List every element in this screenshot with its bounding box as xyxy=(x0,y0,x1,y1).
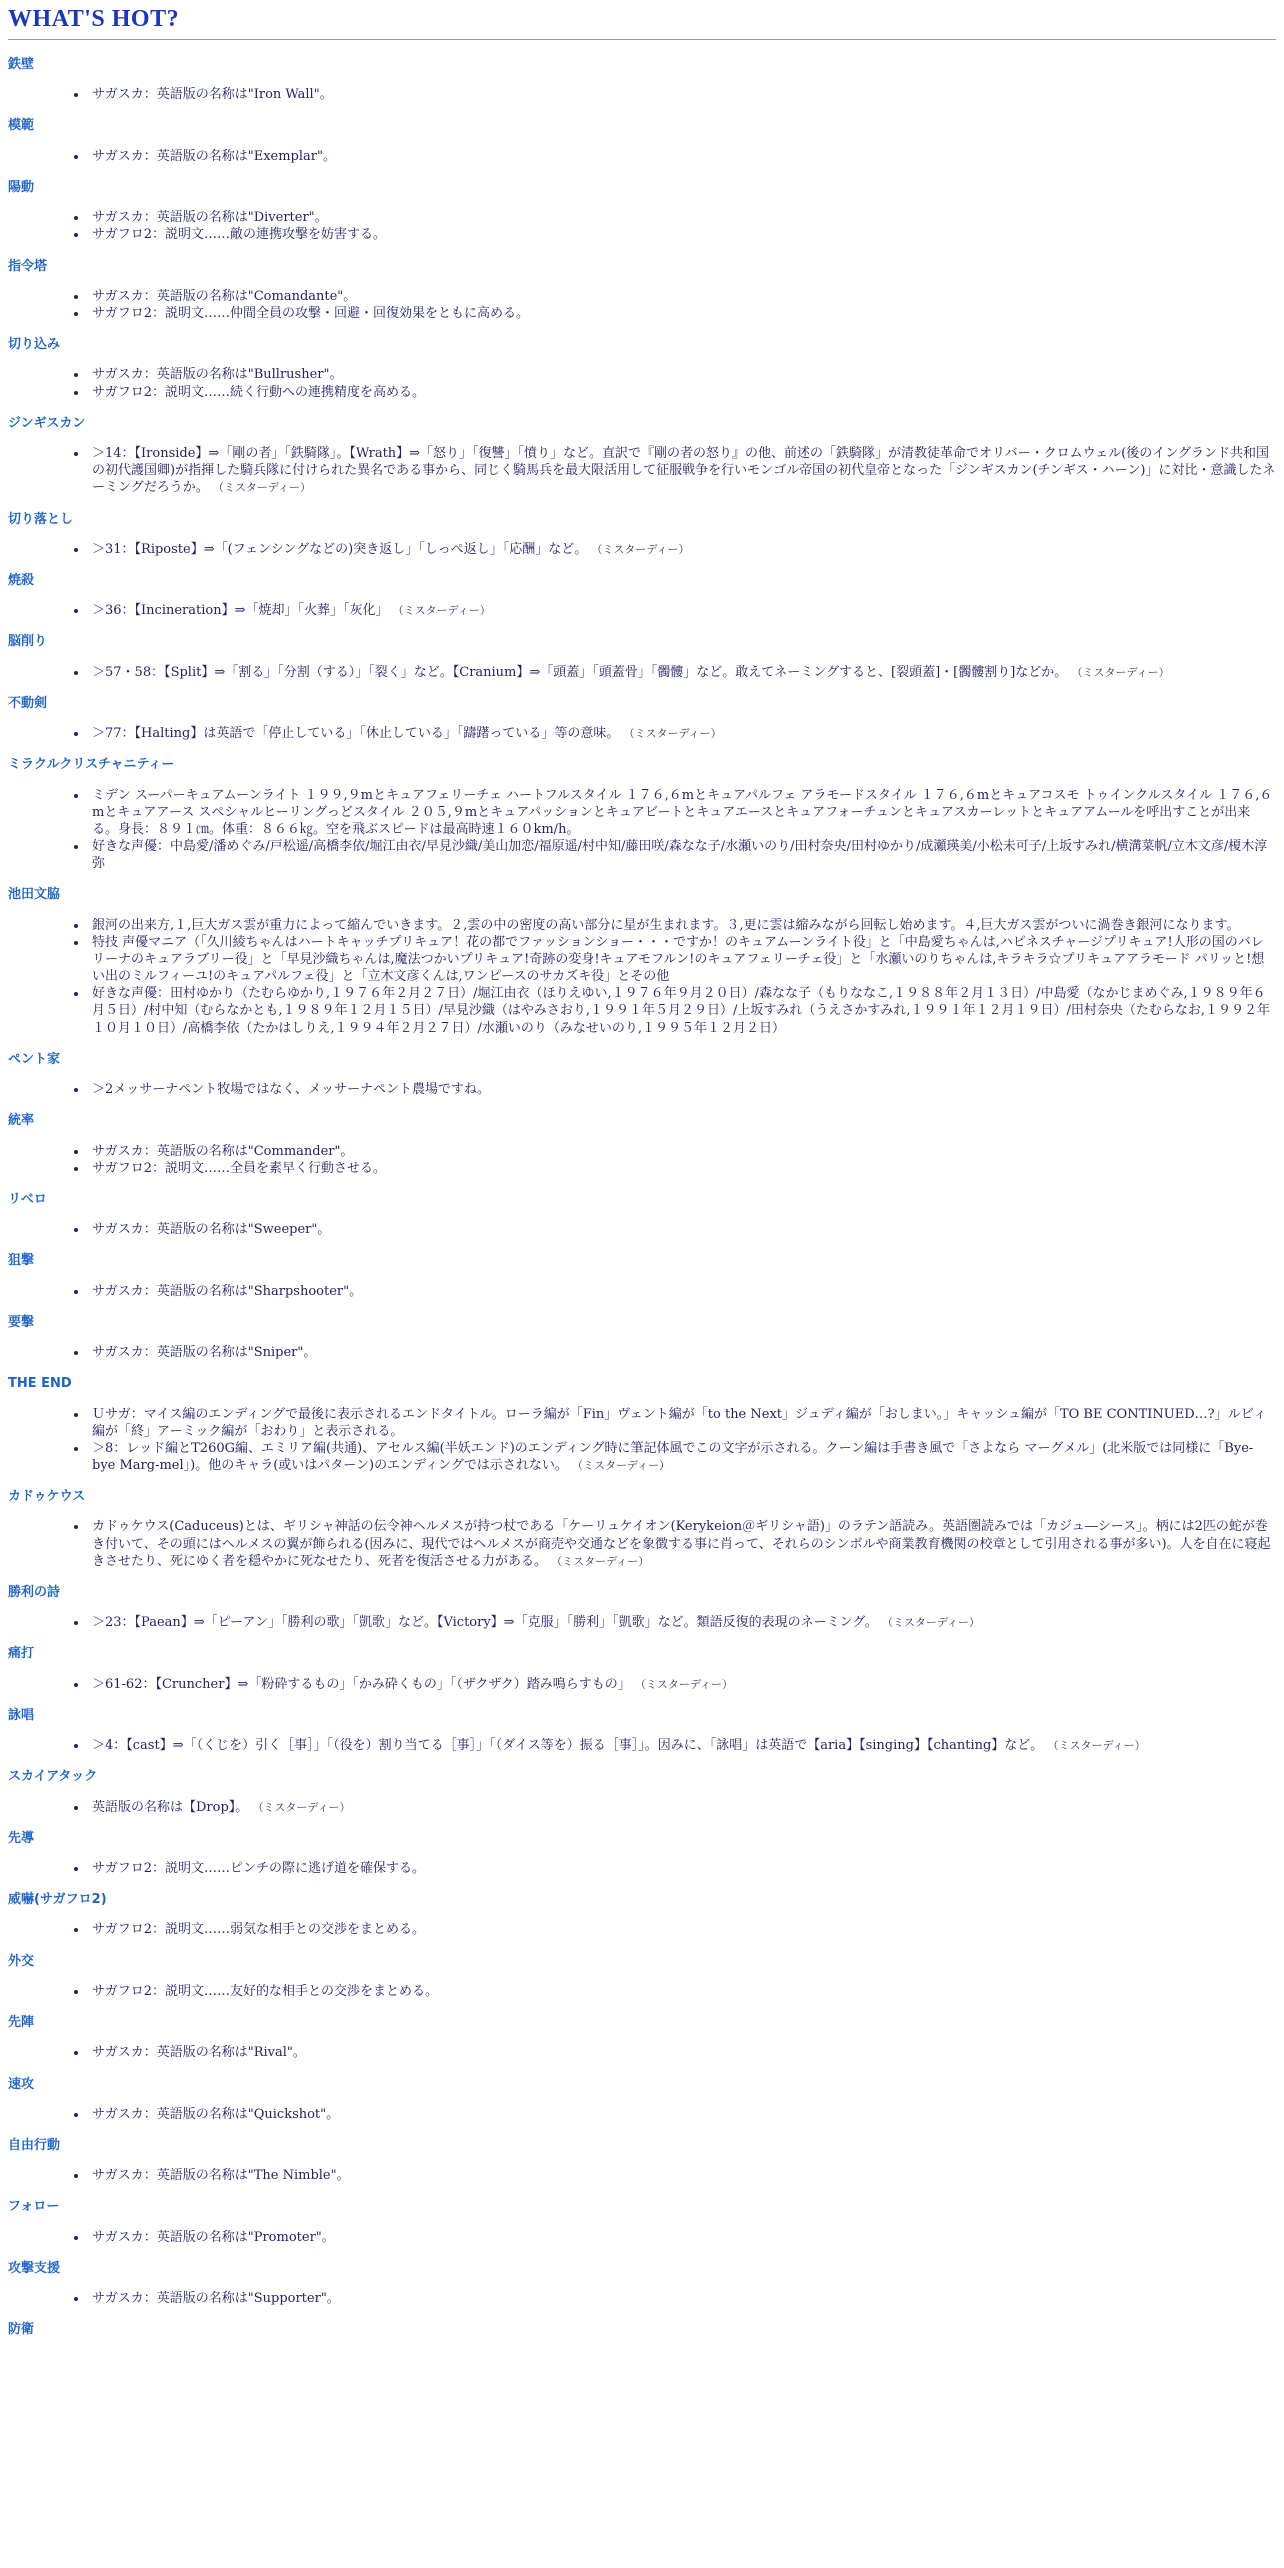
entry-item-text: サガスカ：英語版の名称は"The Nimble"。 xyxy=(92,2168,350,2184)
entry-term-link[interactable]: 統率 xyxy=(8,1113,35,1129)
entry-term-link[interactable]: 指令塔 xyxy=(8,258,48,274)
entry-item xyxy=(88,1921,1276,1938)
entry-item-text: サガフロ2：説明文……全員を素早く行動させる。 xyxy=(92,1160,387,1176)
entry-term-link[interactable]: フォロー xyxy=(8,2199,60,2215)
entry-item xyxy=(88,1614,1276,1631)
entry-item-list xyxy=(8,1221,1276,1238)
entry-item-note: （ミスターディー） xyxy=(634,1677,734,1691)
entry-item-list xyxy=(8,366,1276,400)
entry-item xyxy=(88,2229,1276,2246)
entry-item-list xyxy=(8,1921,1276,1938)
entry-term-link[interactable]: 速攻 xyxy=(8,2076,35,2092)
entry-item-text: 好きな声優：中島愛/潘めぐみ/戸松遥/高橋李依/堀江由衣/早見沙織/美山加恋/福原遥/村中知/藤田咲/森なな子/水瀬いのり/田村奈央/田村ゆかり/成瀬瑛美/小松未可子/上坂すみれ/横溝菜帆/立木文彦/榎木淳弥 xyxy=(92,839,1268,872)
entry-item xyxy=(88,305,1276,322)
entry-item-text: サガスカ：英語版の名称は"Comandante"。 xyxy=(92,288,357,304)
entry-item xyxy=(88,86,1276,103)
entry-item xyxy=(88,226,1276,243)
entry-item-text: 特技 声優マニア（「久川綾ちゃんはハートキャッチプリキュア！花の都でファッションショー・・・ですか！のキュアムーンライト役」と「中島愛ちゃんは,ハピネスチャージプリキュア!人形の国のバレリーナのキュアラブリー役」と「早見沙織ちゃんは,魔法つかいプリキュア!奇跡の変身!キュアモフルン!のキュアフェリーチェ役」と「水瀬いのりちゃんは,キラキラ☆プリキュアアラモード パリッと!想い出のミルフィーユ!のキュアパルフェ役」と「立木文彦くんは,ワンピースのサカズキ役」とその他 xyxy=(92,934,1265,985)
entry-term-link[interactable]: THE END xyxy=(8,1376,72,1392)
entry-item-list xyxy=(8,1283,1276,1300)
entry-item xyxy=(88,985,1276,1036)
entry-section xyxy=(8,1770,1276,1815)
title-divider xyxy=(8,39,1276,40)
entry-section xyxy=(8,635,1276,680)
entry-item-note: （ミスターディー） xyxy=(252,1800,351,1814)
entry-term-link[interactable]: 狙撃 xyxy=(8,1253,35,1269)
entry-item-list xyxy=(8,1344,1276,1361)
entry-item-list xyxy=(8,2229,1276,2246)
entry-section xyxy=(8,2078,1276,2123)
entry-item-text: ＞57・58：【Split】⇒「割る」「分割（する）」「裂く」など。【Cranium】⇒「頭蓋」「頭蓋骨」「髑髏」など。敢えてネーミングすると、[裂頭蓋]・[髑髏割り]などか。 xyxy=(92,664,1068,680)
entry-item xyxy=(88,384,1276,401)
entry-item-list xyxy=(8,288,1276,322)
entry-item-text: サガスカ：英語版の名称は"Quickshot"。 xyxy=(92,2106,340,2122)
entry-section xyxy=(8,1053,1276,1098)
entry-term-link[interactable]: 勝利の詩 xyxy=(8,1584,61,1600)
entry-item-text: サガスカ：英語版の名称は"Sweeper"。 xyxy=(92,1222,331,1238)
entry-item-text: 英語版の名称は【Drop】。 xyxy=(92,1799,249,1815)
entry-item xyxy=(88,838,1276,872)
entry-item xyxy=(88,1283,1276,1300)
entry-item xyxy=(88,288,1276,305)
entry-item-note: （ミスターディー） xyxy=(1047,1739,1146,1753)
entry-item-list xyxy=(8,664,1276,681)
entry-term-link[interactable]: リベロ xyxy=(8,1191,47,1207)
entry-item xyxy=(88,1081,1276,1098)
entry-item-note: （ミスターディー） xyxy=(881,1616,981,1630)
entry-term-link[interactable]: 詠唱 xyxy=(8,1707,35,1723)
entry-term-link[interactable]: ミラクルクリスチャニティー xyxy=(8,757,175,773)
entry-item-text: サガスカ：英語版の名称は"Supporter"。 xyxy=(92,2291,340,2307)
entry-item-list xyxy=(8,541,1276,558)
entry-item xyxy=(88,602,1276,619)
entry-item-list xyxy=(8,917,1276,1037)
entry-item-note: （ミスターディー） xyxy=(571,1458,671,1472)
entry-term-link[interactable]: 外交 xyxy=(8,1953,35,1969)
entry-item xyxy=(88,1221,1276,1238)
entry-item-text: ＞14：【Ironside】⇒「剛の者」「鉄騎隊」。【Wrath】⇒「怒り」「復讐」「憤り」など。直訳で『剛の者の怒り』の他、前述の「鉄騎隊」が清教徒革命でオリバー・クロムウェル(後のイングランド共和国の初代護国卿)が指揮した騎兵隊に付けられた異名である事から、同じく騎馬兵を最大限活用して征服戦争を行いモンゴル帝国の初代皇帝となった「ジンギスカン(チンギス・ハーン)」に対比・意識したネーミングだろうか。 xyxy=(92,446,1276,496)
entry-item xyxy=(88,1406,1276,1440)
entry-item xyxy=(88,2106,1276,2123)
entry-item-list xyxy=(8,1518,1276,1569)
entry-item-list xyxy=(8,1406,1276,1475)
entry-item xyxy=(88,1737,1276,1754)
entry-section xyxy=(8,1316,1276,1361)
entry-term-link[interactable]: 切り落とし xyxy=(8,511,74,527)
entry-item-text: サガスカ：英語版の名称は"Rival"。 xyxy=(92,2045,306,2061)
entry-item-text: サガフロ2：説明文……仲間全員の攻撃・回避・回復効果をともに高める。 xyxy=(92,305,530,321)
entry-item-text: サガスカ：英語版の名称は"Sharpshooter"。 xyxy=(92,1283,363,1299)
entry-item-text: Ｕサガ：マイス編のエンディングで最後に表示されるエンドタイトル。ローラ編が「Fin」ヴェント編が「to the Next」ジュディ編が「おしまい。」キャッシュ編が「TO BE CONTINUED…?」ルビィ編が「終」アーミック編が「おわり」と表示される。 xyxy=(92,1406,1267,1439)
entry-section xyxy=(8,1193,1276,1238)
entry-item-list xyxy=(8,1676,1276,1693)
entry-item-text: サガフロ2：説明文……友好的な相手との交渉をまとめる。 xyxy=(92,1983,439,1999)
entry-item-text: 好きな声優：田村ゆかり（たむらゆかり,１９７６年２月２７日）/堀江由衣（ほりえゆい,１９７６年９月２０日）/森なな子（もりななこ,１９８８年２月１３日）/中島愛（なかじまめぐみ,１９８９年６月５日）/村中知（むらなかとも,１９８９年１２月１５日）/早見沙織（はやみさおり,１９９１年５月２９日）/上坂すみれ（うえさかすみれ,１９９１年１２月１９日）/田村奈央（たむらなお,１９９２年１０月１０日）/高橋李依（たかはしりえ,１９９４年２月２７日）/水瀬いのり（みなせいのり,１９９５年１２月２日） xyxy=(92,986,1271,1036)
entry-item-list xyxy=(8,148,1276,165)
entry-item xyxy=(88,1799,1276,1816)
entry-section xyxy=(8,2016,1276,2061)
entry-item-text: サガスカ：英語版の名称は"Exemplar"。 xyxy=(92,148,336,164)
entry-item-list xyxy=(8,445,1276,496)
entry-item xyxy=(88,445,1276,496)
entry-item-list xyxy=(8,2044,1276,2061)
entry-item-note: （ミスターディー） xyxy=(392,604,491,618)
entry-item xyxy=(88,1518,1276,1569)
entry-item xyxy=(88,664,1276,681)
entry-item-note: （ミスターディー） xyxy=(1071,665,1170,679)
entry-section xyxy=(8,1647,1276,1692)
entry-term-link[interactable]: 模範 xyxy=(8,118,35,134)
entry-item-text: サガフロ2：説明文……ピンチの際に逃げ道を確保する。 xyxy=(92,1861,426,1876)
entry-section xyxy=(8,119,1276,164)
entry-section xyxy=(8,697,1276,742)
entry-item xyxy=(88,541,1276,558)
entry-section xyxy=(8,1709,1276,1754)
entry-item xyxy=(88,917,1276,934)
entry-term-link[interactable]: カドゥケウス xyxy=(8,1489,86,1505)
entry-item-text: ＞77：【Halting】は英語で「停止している」「休止している」「躊躇っている」等の意味。 xyxy=(92,726,620,742)
entry-item-text: 銀河の出来方,１,巨大ガス雲が重力によって縮んでいきます。２,雲の中の密度の高い部分に星が生まれます。３,更に雲は縮みながら回転し始めます。４,巨大ガス雲がついに渦巻き銀河になります。 xyxy=(92,917,1240,933)
entry-item-text: ＞61-62：【Cruncher】⇒「粉砕するもの」「かみ砕くもの」「（ザクザク）踏み鳴らすもの」 xyxy=(92,1676,631,1692)
entry-section xyxy=(8,417,1276,497)
entry-item xyxy=(88,2044,1276,2061)
entry-item-note: （ミスターディー） xyxy=(591,542,690,556)
entry-item-note: （ミスターディー） xyxy=(623,727,722,741)
entry-item-text: ＞23：【Paean】⇒「ピーアン」「勝利の歌」「凱歌」など。【Victory】⇒「克服」「勝利」「凱歌」など。類語反復的表現のネーミング。 xyxy=(92,1615,878,1631)
entry-section xyxy=(8,1254,1276,1299)
entry-item xyxy=(88,1344,1276,1361)
entry-item-note: （ミスターディー） xyxy=(212,481,312,495)
entry-list xyxy=(8,58,1276,2338)
entry-term-link[interactable]: 要撃 xyxy=(8,1314,35,1330)
entry-section xyxy=(8,1114,1276,1177)
entry-item-list xyxy=(8,725,1276,742)
entry-section xyxy=(8,1955,1276,2000)
entry-item xyxy=(88,1860,1276,1877)
entry-section xyxy=(8,1377,1276,1474)
entry-item-list xyxy=(8,1143,1276,1177)
entry-item-list xyxy=(8,1614,1276,1631)
page-title: WHAT'S HOT? xyxy=(8,6,180,32)
entry-term-link[interactable]: 焼殺 xyxy=(8,572,35,588)
entry-term-link[interactable]: 切り込み xyxy=(8,337,61,353)
entry-item-list xyxy=(8,1860,1276,1877)
entry-item xyxy=(88,1160,1276,1177)
entry-section xyxy=(8,2323,1276,2337)
entry-item xyxy=(88,1983,1276,2000)
entry-section xyxy=(8,758,1276,872)
entry-item-text: サガフロ2：説明文……敵の連携攻撃を妨害する。 xyxy=(92,227,387,243)
entry-section xyxy=(8,2139,1276,2184)
entry-item-text: ＞4：【cast】⇒「（くじを）引く［事］」「（役を）割り当てる［事］」「（ダイス等を）振る［事］」。因みに、「詠唱」は英語で【aria】【singing】【chanting】など。 xyxy=(92,1738,1044,1754)
entry-item-list xyxy=(8,1799,1276,1816)
entry-term-link[interactable]: 先陣 xyxy=(8,2015,35,2031)
entry-item xyxy=(88,148,1276,165)
entry-item-text: サガフロ2：説明文……続く行動への連携精度を高める。 xyxy=(92,384,426,400)
entry-item-list xyxy=(8,1737,1276,1754)
entry-item xyxy=(88,2290,1276,2307)
entry-term-link[interactable]: 不動剣 xyxy=(8,695,48,711)
entry-item xyxy=(88,1143,1276,1160)
entry-item-text: ＞31：【Riposte】⇒「(フェンシングなどの)突き返し」「しっぺ返し」「応酬」など。 xyxy=(92,541,588,557)
entry-item-text: サガフロ2：説明文……弱気な相手との交渉をまとめる。 xyxy=(92,1922,426,1938)
entry-item-list xyxy=(8,787,1276,873)
entry-item xyxy=(88,1676,1276,1693)
entry-item-text: サガスカ：英語版の名称は"Diverter"。 xyxy=(92,210,328,226)
entry-term-link[interactable]: 痛打 xyxy=(8,1646,35,1662)
entry-term-link[interactable]: 威嚇(サガフロ2) xyxy=(8,1892,107,1908)
entry-section xyxy=(8,574,1276,619)
entry-term-link[interactable]: 防衛 xyxy=(8,2322,35,2338)
entry-item-text: サガスカ：英語版の名称は"Bullrusher"。 xyxy=(92,367,343,383)
entry-section xyxy=(8,338,1276,401)
entry-item-text: ＞2メッサーナペント牧場ではなく、メッサーナペント農場ですね。 xyxy=(92,1082,491,1098)
entry-section xyxy=(8,1832,1276,1877)
entry-term-link[interactable]: 陽動 xyxy=(8,179,35,195)
entry-item xyxy=(88,934,1276,985)
entry-item-text: ＞36：【Incineration】⇒「焼却」「火葬」「灰化」 xyxy=(92,603,389,619)
entry-item-note: （ミスターディー） xyxy=(551,1554,650,1568)
entry-term-link[interactable]: スカイアタック xyxy=(8,1769,98,1785)
entry-term-link[interactable]: 脳削り xyxy=(8,634,48,650)
entry-term-link[interactable]: 攻撃支援 xyxy=(8,2260,61,2276)
entry-term-link[interactable]: 自由行動 xyxy=(8,2137,61,2153)
entry-item-list xyxy=(8,2290,1276,2307)
entry-section xyxy=(8,513,1276,558)
entry-item-text: カドゥケウス(Caduceus)とは、ギリシャ神話の伝令神ヘルメスが持つ杖である「ケーリュケイオン(Kerykeion＠ギリシャ語)」のラテン語読み。英語圏読みでは「カジュ―シース」。柄には2匹の蛇が巻き付いて、その頭にはヘルメスの翼が飾られる(因みに、現代ではヘルメスが商売や交通などを象徴する事に肖って、それらのシンボルや商業教育機関の校章として引用される事が多い)。人を自在に寝起きさせたり、死にゆく者を穏やかに死なせたり、死者を復活させる力がある。 xyxy=(92,1519,1271,1569)
entry-section xyxy=(8,260,1276,323)
entry-item-list xyxy=(8,209,1276,243)
entry-item-text: ミデン スーパーキュアムーンライト １９９,９mとキュアフェリーチェ ハートフルスタイル １７６,６mとキュアパルフェ アラモードスタイル １７６,６mとキュアコスモ トゥインクルスタイル １７６,６mとキュアアース スペシャルヒーリングっどスタイル ２０５,９mとキュアパッションとキュアビートとキュアエースとキュアフォーチュンとキュアスカーレットとキュアアムールを呼出すことが出来る。身長：８９１㎝。体重：８６６㎏。空を飛ぶスピードは最高時速１６０km/h。 xyxy=(92,787,1273,837)
entry-item-list xyxy=(8,2167,1276,2184)
entry-term-link[interactable]: ジンギスカン xyxy=(8,415,86,431)
entry-item-list xyxy=(8,2106,1276,2123)
entry-section xyxy=(8,1586,1276,1631)
entry-term-link[interactable]: 鉄壁 xyxy=(8,57,35,72)
entry-item-text: ＞8：レッド編とT260G編、エミリア編(共通)、アセルス編(半妖エンド)のエンディング時に筆記体風でこの文字が示される。クーン編は手書き風で「さよなら マーグメル」(北米版では同様に「Bye-bye Marg-mel」)。他のキャラ(或いはパターン)のエンディングでは示されない。 xyxy=(92,1440,1254,1473)
entry-item-list xyxy=(8,602,1276,619)
entry-item xyxy=(88,725,1276,742)
entry-term-link[interactable]: 先導 xyxy=(8,1830,35,1846)
entry-item-list xyxy=(8,1983,1276,2000)
entry-section xyxy=(8,2200,1276,2245)
entry-section xyxy=(8,58,1276,103)
entry-section xyxy=(8,181,1276,244)
entry-item xyxy=(88,787,1276,838)
entry-item xyxy=(88,209,1276,226)
entry-term-link[interactable]: 池田文脇 xyxy=(8,887,61,903)
entry-item xyxy=(88,2167,1276,2184)
entry-item xyxy=(88,1440,1276,1474)
entry-item-list xyxy=(8,1081,1276,1098)
entry-item xyxy=(88,366,1276,383)
entry-item-text: サガスカ：英語版の名称は"Commander"。 xyxy=(92,1143,354,1159)
entry-section xyxy=(8,2262,1276,2307)
entry-item-text: サガスカ：英語版の名称は"Sniper"。 xyxy=(92,1345,317,1361)
entry-item-list xyxy=(8,86,1276,103)
entry-item-text: サガスカ：英語版の名称は"Promoter"。 xyxy=(92,2229,335,2245)
entry-section xyxy=(8,1490,1276,1570)
entry-item-text: サガスカ：英語版の名称は"Iron Wall"。 xyxy=(92,87,333,103)
entry-term-link[interactable]: ペント家 xyxy=(8,1051,61,1067)
entry-section xyxy=(8,1893,1276,1938)
entry-section xyxy=(8,888,1276,1036)
